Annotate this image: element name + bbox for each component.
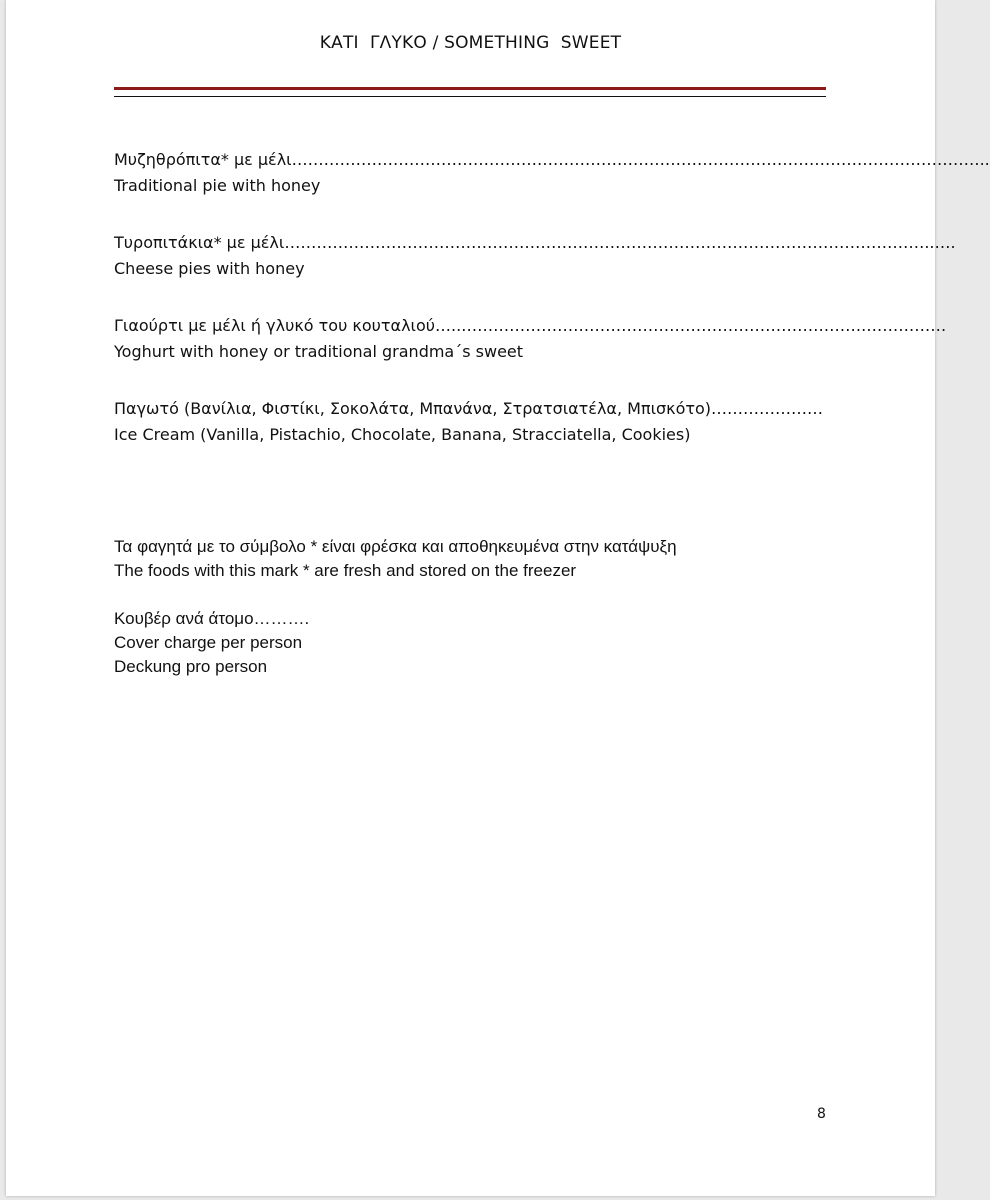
menu-item: [114, 397, 826, 449]
menu-item: [114, 314, 947, 366]
dot-leader: …………………………………………………………………………………………………………………..: [291, 150, 990, 169]
menu-item-greek: Μυζηθρόπιτα* με μέλι: [114, 150, 292, 169]
page-title: ΚΑΤΙ ΓΛΥΚΟ / SOMETHING SWEET: [319, 33, 622, 53]
menu-item-english: Traditional pie with honey: [114, 176, 321, 195]
menu-item-english: Yoghurt with honey or traditional grandma΄s sweet: [114, 342, 524, 361]
menu-item-english: Cheese pies with honey: [114, 259, 305, 278]
document-page: [6, 0, 990, 1196]
menu-item: [114, 148, 990, 200]
header-rule-red: [114, 87, 826, 90]
menu-item: [114, 231, 956, 283]
fresh-note-greek: Τα φαγητά με το σύμβολο * είναι φρέσκα και αποθηκευμένα στην κατάψυξη: [114, 537, 677, 556]
cover-charge-german: Deckung pro person: [114, 657, 268, 676]
menu-item-greek: Τυροπιτάκια* με μέλι: [114, 233, 285, 252]
fresh-note-english: The foods with this mark * are fresh and stored on the freezer: [114, 561, 577, 580]
menu-item-greek: Παγωτό (Βανίλια, Φιστίκι, Σοκολάτα, Μπανάνα, Στρατσιατέλα, Μπισκότο): [114, 399, 712, 418]
cover-charge-greek: Κουβέρ ανά άτομο……….: [114, 609, 310, 628]
menu-item-english: Ice Cream (Vanilla, Pistachio, Chocolate, Banana, Stracciatella, Cookies): [114, 425, 691, 444]
dot-leader: …..………………………………………………………………….……………: [435, 316, 947, 335]
header-rule-black: [114, 96, 826, 97]
dot-leader: …………………………………………………………………………………………………………..….: [284, 233, 956, 252]
menu-item-greek: Γιαούρτι με μέλι ή γλυκό του κουταλιού: [114, 316, 435, 335]
dot-leader: …………………: [711, 399, 824, 418]
cover-charge-english: Cover charge per person: [114, 633, 303, 652]
page-number: 8: [817, 1106, 826, 1122]
